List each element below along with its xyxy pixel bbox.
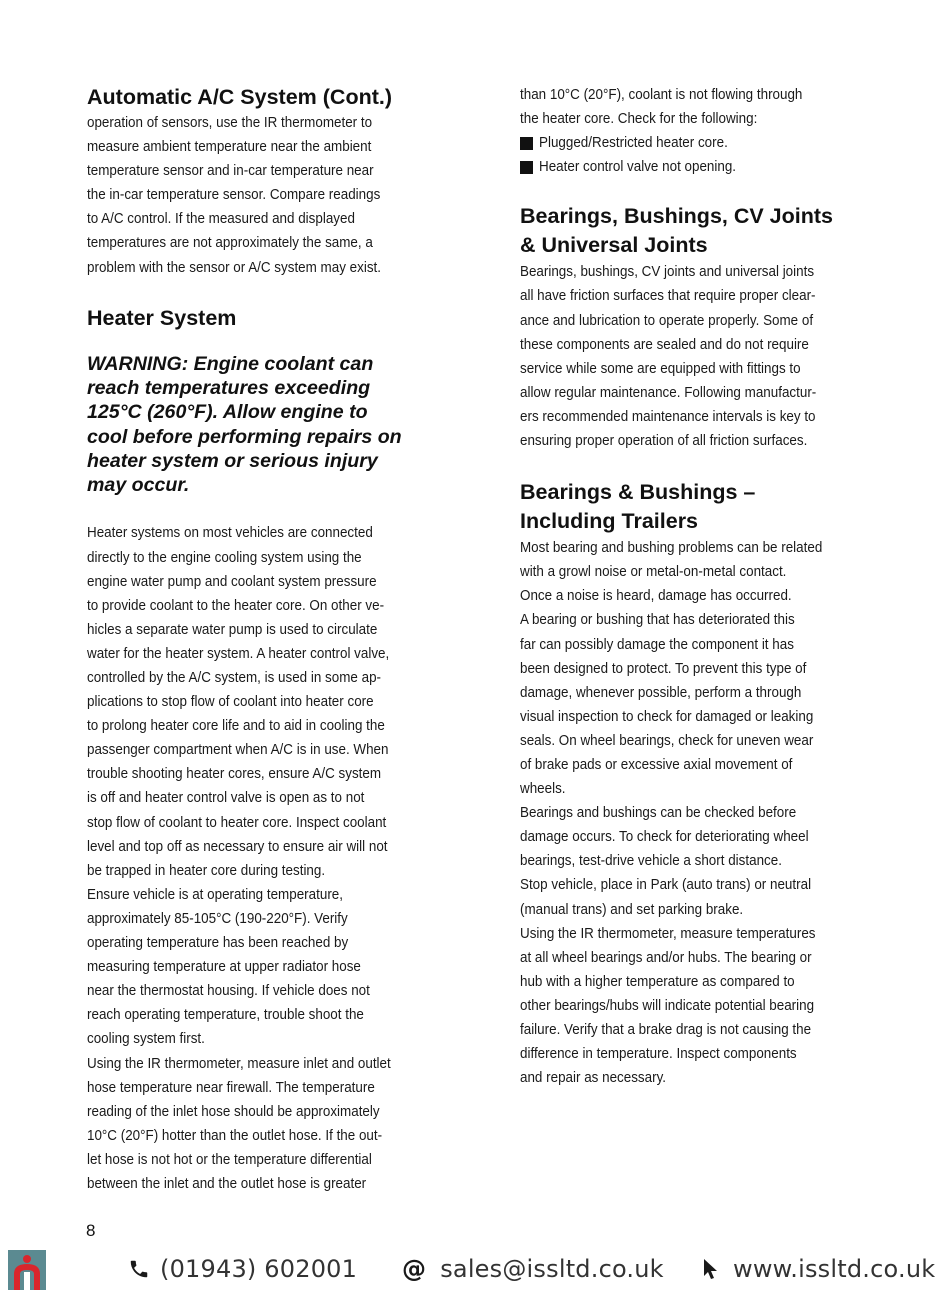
at-icon: @ — [402, 1255, 427, 1283]
page-number: 8 — [86, 1221, 96, 1240]
phone-icon — [128, 1258, 150, 1280]
paragraph-bearings-trailers: Most bearing and bushing problems can be related with a growl noise or metal-on-metal contact. Once a noise is heard, damage has occurred. A bearing or bushing that has deteriorated this far can possibly damage the component it has been designed to protect. To prevent this type of damage, whenever possible, perform a through visual inspection to check for damaged or leaking seals. On wheel bearings, check for uneven wear of brake pads or excessive axial movement of wheels. Bearings and bushings can be checked before damage occurs. To check for deteriorating wheel bearings, test-drive vehicle a short distance. Stop vehicle, place in Park (auto trans) or neutral (manual trans) and set parking brake. Using the IR thermometer, measure temperatures at all wheel bearings and/or hubs. The bearing or hub with a higher temperature as compared to other bearings/hubs will indicate potential bearing failure. Verify that a brake drag is not causing the difference in temperature. Inspect components and repair as necessary. — [520, 540, 823, 1087]
paragraph-ac-sensors: operation of sensors, use the IR thermometer to measure ambient temperature near the ambient temperature sensor and in-car temperature near the in-car temperature sensor. Compare readings to A/C control. If the measured and displayed temperatures are not approximately the same, a problem with the sensor or A/C system may exist. — [87, 115, 381, 276]
footer-website[interactable] — [703, 1254, 935, 1284]
warning-text: WARNING: Engine coolant can reach temperatures exceeding 125°C (260°F). Allow engine to cool before performing repairs on heater system or serious injury may occur. — [87, 352, 402, 497]
section-heading-bearings-cv: Bearings, Bushings, CV Joints & Universal Joints — [520, 204, 833, 258]
left-column — [87, 83, 434, 1196]
footer — [0, 1246, 950, 1295]
company-logo — [8, 1250, 46, 1290]
phone-number: (01943) 602001 — [160, 1255, 358, 1283]
bullet-item — [520, 155, 870, 179]
bullet-text: Heater control valve not opening. — [539, 159, 737, 176]
section-heading-heater-system: Heater System — [87, 305, 237, 330]
footer-email[interactable] — [402, 1254, 664, 1284]
website-url: www.issltd.co.uk — [733, 1255, 936, 1283]
footer-phone[interactable] — [128, 1254, 357, 1284]
bullet-item — [520, 131, 870, 155]
email-address: sales@issltd.co.uk — [440, 1255, 664, 1283]
paragraph-bearings-cv: Bearings, bushings, CV joints and universal joints all have friction surfaces that require proper clear- ance and lubrication to operate properly. Some of these components are sealed and do not require service while some are equipped with fittings to allow regular maintenance. Following manufactur- ers recommended maintenance intervals is key to ensuring proper operation of all friction surfaces. — [520, 264, 817, 450]
section-heading-automatic-ac: Automatic A/C System (Cont.) — [87, 85, 392, 109]
section-heading-bearings-trailers: Bearings & Bushings – Including Trailers — [520, 480, 756, 534]
cursor-icon — [703, 1258, 719, 1280]
paragraph-heater-system: Heater systems on most vehicles are connected directly to the engine cooling system using the engine water pump and coolant system pressure to provide coolant to the heater core. On other ve- hicles a separate water pump is used to circulate water for the heater system. A heater control valve, controlled by the A/C system, is used in some ap- plications to stop flow of coolant into heater core to prolong heater core life and to aid in cooling the passenger compartment when A/C is in use. When trouble shooting heater cores, ensure A/C system is off and heater control valve is open as to not stop flow of coolant to heater core. Inspect coolant level and top off as necessary to ensure air will not be trapped in heater core during testing. Ensure vehicle is at operating temperature, approximately 85-105°C (190-220°F). Verify operating temperature has been reached by measuring temperature at upper radiator hose near the thermostat housing. If vehicle does not reach operating temperature, trouble shoot the cooling system first. Using the IR thermometer, measure inlet and outlet hose temperature near firewall. The temperature reading of the inlet hose should be approximately 10°C (20°F) hotter than the outlet hose. If the out- let hose is not hot or the temperature differential between the inlet and the outlet hose is greater — [87, 525, 391, 1192]
right-column — [520, 83, 870, 1090]
bullet-text: Plugged/Restricted heater core. — [539, 135, 728, 152]
paragraph-heater-continued: than 10°C (20°F), coolant is not flowing through the heater core. Check for the following: — [520, 87, 803, 128]
bullet-square-icon — [520, 161, 533, 174]
bullet-square-icon — [520, 137, 533, 150]
